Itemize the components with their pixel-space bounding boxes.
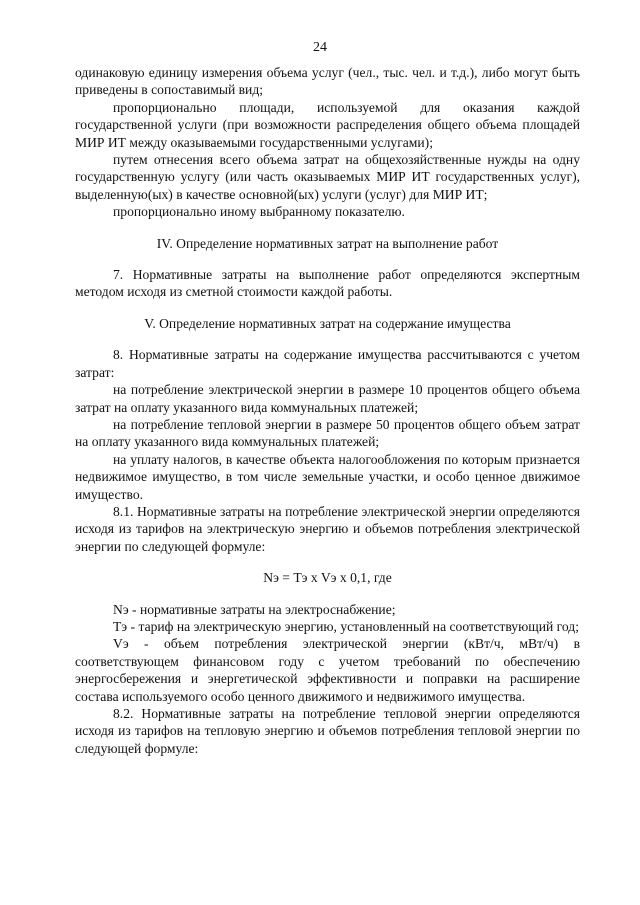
paragraph: на уплату налогов, в качестве объекта налогообложения по которым признается недвижимое имущество, в том числе земельные участки, и особо ценное движимое имущество. — [75, 451, 580, 502]
paragraph: 8. Нормативные затраты на содержание имущества рассчитываются с учетом затрат: — [75, 347, 580, 380]
paragraph: пропорционально площади, используемой для оказания каждой государственной услуги (при возможности распределения общего объема площадей МИР ИТ между оказываемыми государственными услугами); — [75, 99, 580, 150]
page-number: 24 — [313, 40, 327, 55]
paragraph: одинаковую единицу измерения объема услуг (чел., тыс. чел. и т.д.), либо могут быть приведены в сопоставимый вид; — [75, 65, 580, 98]
document-body — [75, 64, 580, 757]
paragraph: 8.2. Нормативные затраты на потребление тепловой энергии определяются исходя из тарифов на тепловую энергию и объемов потребления тепловой энергии по следующей формуле: — [75, 706, 580, 756]
section-heading-iv: IV. Определение нормативных затрат на выполнение работ — [156, 235, 499, 251]
formula-definitions — [75, 601, 580, 705]
paragraph: 7. Нормативные затраты на выполнение работ определяются экспертным методом исходя из сметной стоимости каждой работы. — [75, 267, 580, 300]
paragraph: на потребление электрической энергии в размере 10 процентов общего объема затрат на оплату указанного вида коммунальных платежей; — [75, 382, 580, 415]
definition-t: Tэ - тариф на электрическую энергию, установленный на соответствующий год; — [113, 618, 580, 634]
paragraph: путем отнесения всего объема затрат на общехозяйственные нужды на одну государственную услугу (или часть оказываемых МИР ИТ государственных услуг), выделенную(ых) в качестве основной(ых) услуги (услуг) для МИР ИТ; — [75, 152, 580, 202]
paragraph: на потребление тепловой энергии в размере 50 процентов общего объем затрат на оплату указанного вида коммунальных платежей; — [75, 416, 580, 450]
definition-n: Nэ - нормативные затраты на электроснабжение; — [113, 601, 396, 617]
paragraph: пропорционально иному выбранному показателю. — [113, 204, 405, 220]
formula-electricity: Nэ = Tэ x Vэ x 0,1, где — [263, 570, 392, 586]
definition-v: Vэ - объем потребления электрической энергии (кВт/ч, мВт/ч) в соответствующем финансовом году с учетом требований по обеспечению энергосбережения и энергетической эффективности и поправки на расширение состава используемого особо ценного движимого и недвижимого имущества. — [75, 636, 580, 704]
section-heading-v: V. Определение нормативных затрат на содержание имущества — [144, 315, 511, 331]
paragraph: 8.1. Нормативные затраты на потребление электрической энергии определяются исходя из тарифов на электрическую энергию и объемов потребления электрической энергии по следующей формуле: — [75, 503, 580, 554]
